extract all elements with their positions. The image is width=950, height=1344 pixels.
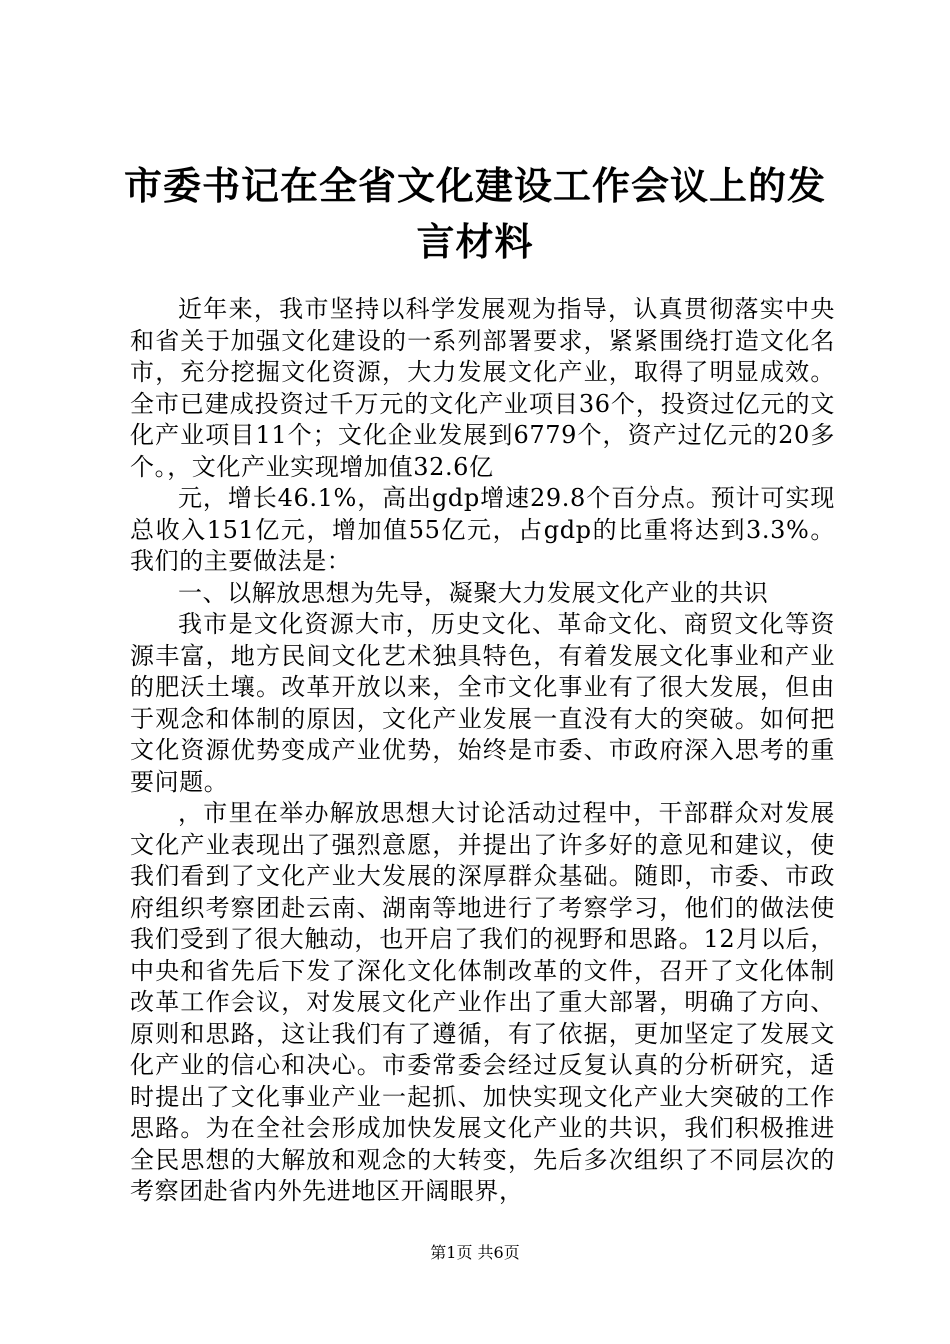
document-body xyxy=(130,294,835,1208)
paragraph: 近年来，我市坚持以科学发展观为指导，认真贯彻落实中央和省关于加强文化建设的一系列部署要求，紧紧围绕打造文化名市，充分挖掘文化资源，大力发展文化产业，取得了明显成效。全市已建成投资过千万元的文化产业项目36个，投资过亿元的文化产业项目11个；文化企业发展到6779个，资产过亿元的20多个。，文化产业实现增加值32.6亿 xyxy=(130,295,835,481)
page-number-footer: 第1页 共6页 xyxy=(430,1243,520,1262)
paragraph: 元，增长46.1%，高出gdp增速29.8个百分点。预计可实现总收入151亿元，增加值55亿元，占gdp的比重将达到3.3%。我们的主要做法是： xyxy=(130,484,835,575)
paragraph: 我市是文化资源大市，历史文化、革命文化、商贸文化等资源丰富，地方民间文化艺术独具特色，有着发展文化事业和产业的肥沃土壤。改革开放以来，全市文化事业有了很大发展，但由于观念和体制的原因，文化产业发展一直没有大的突破。如何把文化资源优势变成产业优势，始终是市委、市政府深入思考的重要问题。 xyxy=(130,610,835,796)
section-heading: 一、以解放思想为先导，凝聚大力发展文化产业的共识 xyxy=(178,578,769,607)
paragraph: ，市里在举办解放思想大讨论活动过程中，干部群众对发展文化产业表现出了强烈意愿，并提出了许多好的意见和建议，使我们看到了文化产业大发展的深厚群众基础。随即，市委、市政府组织考察团赴云南、湖南等地进行了考察学习，他们的做法使我们受到了很大触动，也开启了我们的视野和思路。12月以后，中央和省先后下发了深化文化体制改革的文件，召开了文化体制改革工作会议，对发展文化产业作出了重大部署，明确了方向、原则和思路，这让我们有了遵循，有了依据，更加坚定了发展文化产业的信心和决心。市委常委会经过反复认真的分析研究，适时提出了文化事业产业一起抓、加快实现文化产业大突破的工作思路。为在全社会形成加快发展文化产业的共识，我们积极推进全民思想的大解放和观念的大转变，先后多次组织了不同层次的考察团赴省内外先进地区开阔眼界， xyxy=(130,799,835,1205)
document-title: 市委书记在全省文化建设工作会议上的发言材料 xyxy=(123,164,826,264)
